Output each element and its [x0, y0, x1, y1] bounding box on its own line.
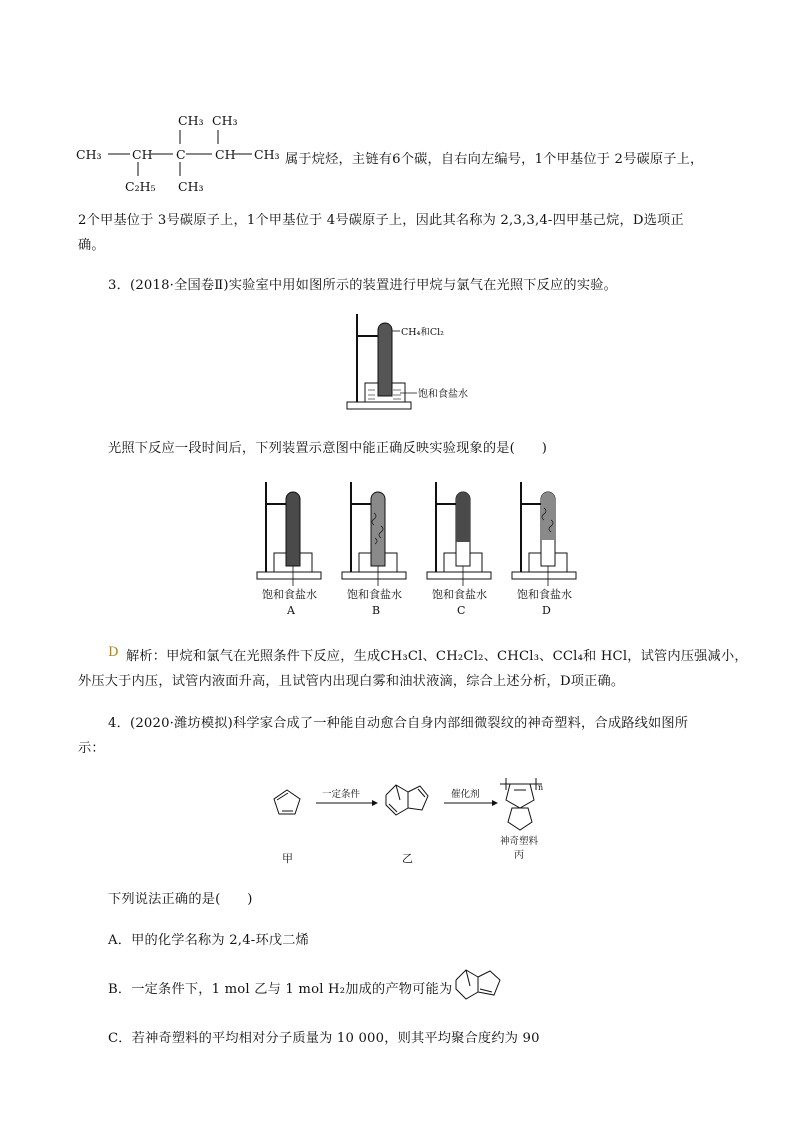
option-d-apparatus	[512, 482, 576, 586]
ethyl-group: C₂H₅	[125, 179, 156, 194]
option-c-label: 饱和食盐水	[432, 588, 487, 601]
option-d-letter: D	[542, 604, 551, 617]
right-ch3: CH₃	[254, 147, 280, 162]
label-product: 神奇塑料	[500, 836, 539, 847]
answer-line-1: 解析：甲烷和氯气在光照条件下反应，生成CH₃Cl、CH₂Cl₂、CHCl₃、CCl₄和 HCl，试管内压强减小，	[126, 649, 748, 664]
question-4-line-2: 示：	[78, 741, 105, 756]
question-4-line-1: 4．(2020·潍坊模拟)科学家合成了一种能自动愈合自身内部细微裂纹的神奇塑料，合成路线如图所	[108, 716, 689, 731]
gas-label: CH₄和Cl₂	[401, 327, 444, 338]
option-a-text: A．甲的化学名称为 2,4-环戊二烯	[108, 933, 309, 948]
quaternary-c: C	[176, 147, 186, 162]
top-ch3-1: CH₃	[178, 113, 204, 128]
question-4-stem: 下列说法正确的是( )	[108, 892, 253, 907]
answer-letter: D	[108, 645, 119, 660]
option-b-structure	[450, 962, 520, 1006]
question-3-stem: 光照下反应一段时间后，下列装置示意图中能正确反映实验现象的是( )	[108, 441, 548, 456]
label-jia: 甲	[282, 852, 293, 865]
option-d-label: 饱和食盐水	[517, 588, 572, 601]
polymer-n: n	[538, 783, 544, 792]
options-figure	[255, 478, 585, 622]
condition-1: 一定条件	[322, 789, 361, 800]
text-line-1: 属于烷烃，主链有6个碳，自右向左编号，1个甲基位于 2号碳原子上，	[285, 152, 704, 167]
option-a-apparatus	[257, 482, 321, 586]
option-c-letter: C	[457, 604, 466, 617]
ch-1: CH	[132, 147, 153, 162]
option-b-text: B．一定条件下，1 mol 乙与 1 mol H₂加成的产物可能为	[108, 982, 453, 997]
option-b-label: 饱和食盐水	[347, 588, 402, 601]
water-label: 饱和食盐水	[418, 389, 468, 400]
option-c-text: C．若神奇塑料的平均相对分子质量为 10 000，则其平均聚合度约为 90	[108, 1031, 540, 1046]
question-3: 3．(2018·全国卷Ⅱ)实验室中用如图所示的装置进行甲烷与氯气在光照下反应的实验。	[108, 278, 617, 293]
option-a-letter: A	[287, 604, 295, 617]
text-line-3: 确。	[78, 238, 105, 253]
ch-2: CH	[215, 147, 236, 162]
option-a-label: 饱和食盐水	[262, 588, 317, 601]
option-b-letter: B	[372, 604, 381, 617]
left-ch3: CH₃	[76, 147, 102, 162]
top-ch3-2: CH₃	[212, 113, 238, 128]
apparatus-figure	[345, 310, 485, 419]
bottom-ch3: CH₃	[178, 179, 204, 194]
option-c-apparatus	[427, 482, 491, 586]
condition-2: 催化剂	[451, 789, 480, 800]
text-line-2: 2个甲基位于 3号碳原子上，1个甲基位于 4号碳原子上，因此其名称为 2,3,3,4-四甲基己烷，D选项正	[78, 213, 684, 228]
answer-line-2: 外压大于内压，试管内液面升高，且试管内出现白雾和油状液滴，综合上述分析，D项正确。	[78, 674, 625, 689]
option-b-apparatus	[342, 482, 406, 586]
structural-formula	[76, 108, 296, 198]
label-yi: 乙	[402, 852, 413, 865]
label-bing: 丙	[514, 850, 524, 861]
reaction-scheme	[268, 770, 558, 874]
